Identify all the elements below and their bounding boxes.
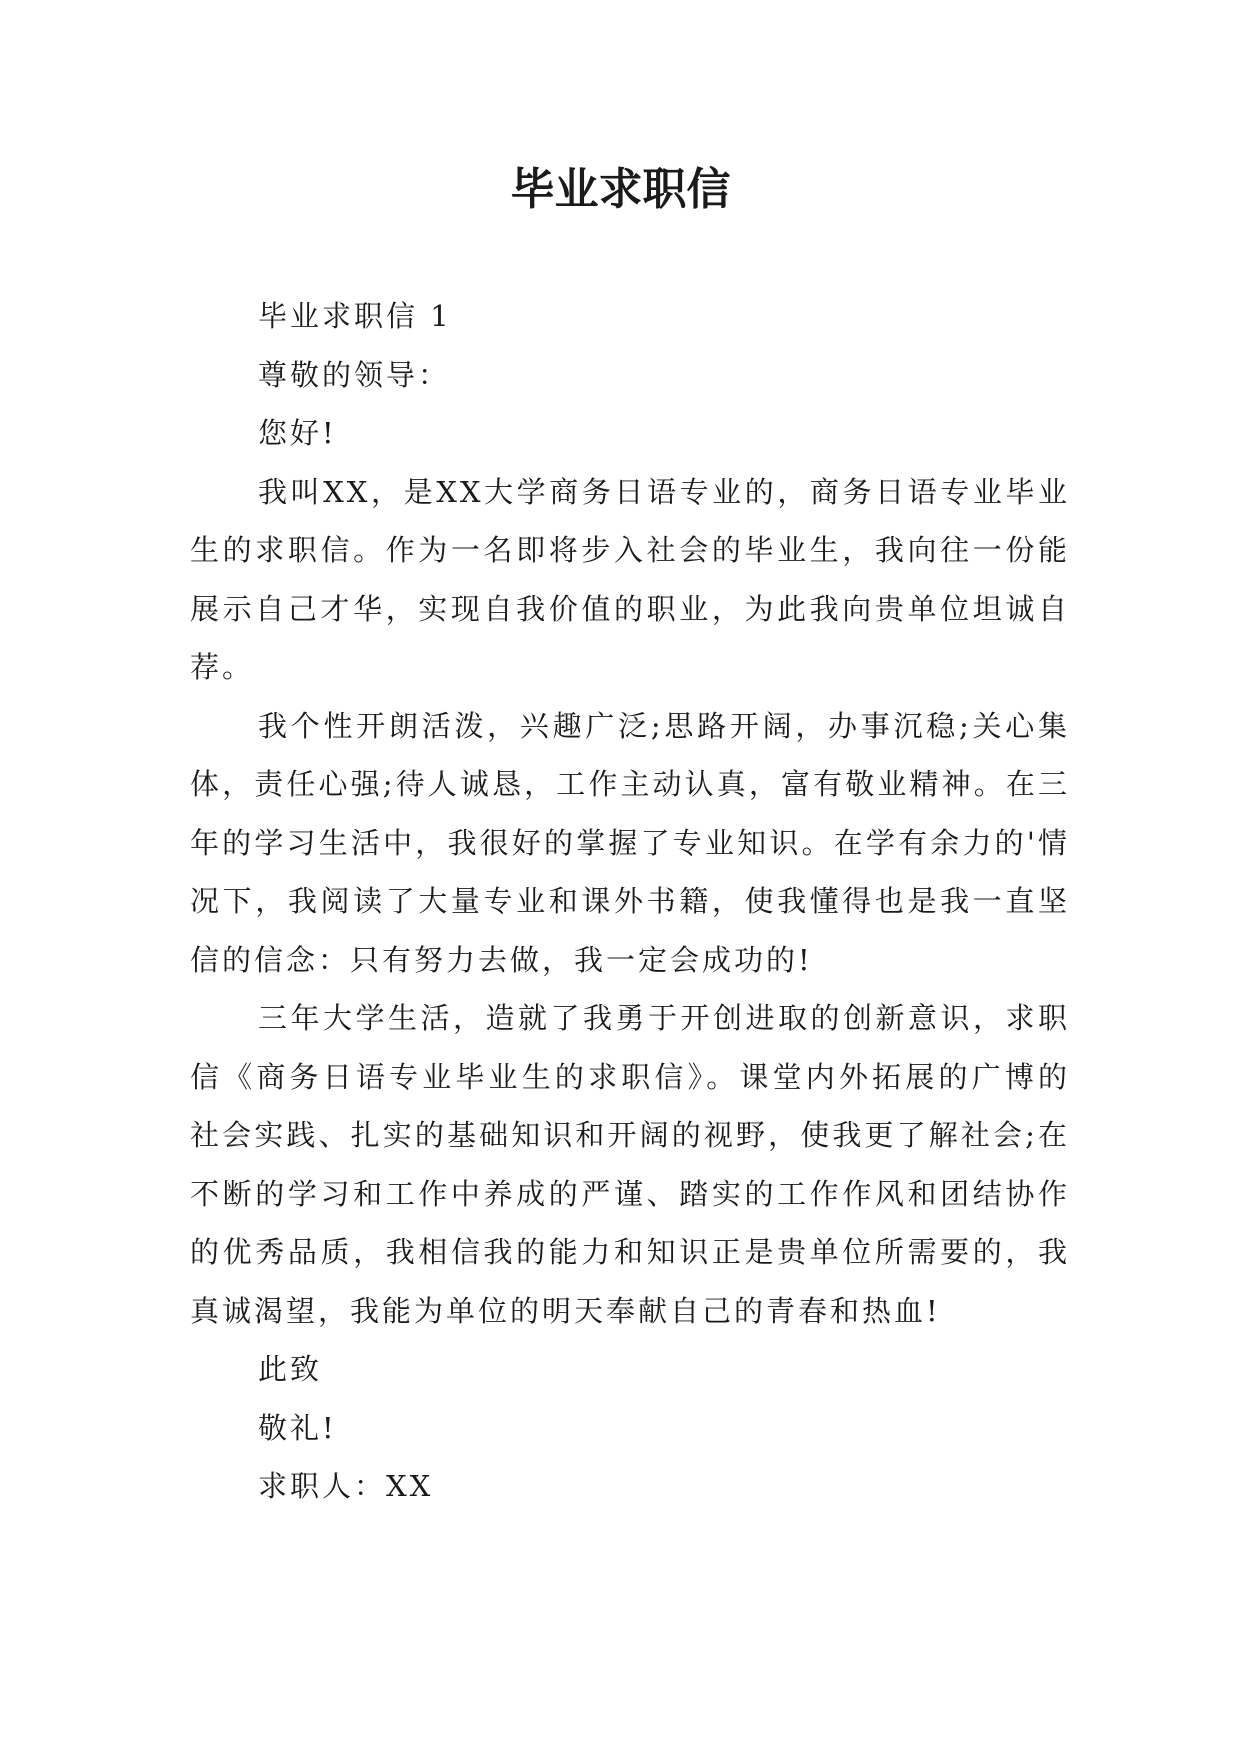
closing-line-1: 此致 (258, 1352, 323, 1386)
letter-heading: 毕业求职信 1 (258, 299, 452, 333)
signature: 求职人：XX (258, 1469, 434, 1503)
salutation: 尊敬的领导： (258, 357, 451, 392)
paragraph-personality: 我个性开朗活泼，兴趣广泛;思路开阔，办事沉稳;关心集体，责任心强;待人诚恳，工作主动认真，富有敬业精神。在三年的学习生活中，我很好的掌握了专业知识。在学有余力的'情况下，我阅读了大量专业和课外书籍，使我懂得也是我一直坚信的信念：只有努力去做，我一定会成功的! (190, 708, 1070, 977)
closing-line-2: 敬礼! (258, 1410, 337, 1445)
greeting: 您好! (258, 416, 337, 450)
letter-body (190, 287, 1070, 1516)
paragraph-experience: 三年大学生活，造就了我勇于开创进取的创新意识，求职信《商务日语专业毕业生的求职信》。课堂内外拓展的广博的社会实践、扎实的基础知识和开阔的视野，使我更了解社会;在不断的学习和工作中养成的严谨、踏实的工作作风和团结协作的优秀品质，我相信我的能力和知识正是贵单位所需要的，我真诚渴望，我能为单位的明天奉献自己的青春和热血! (190, 1001, 1070, 1328)
document-title: 毕业求职信 (510, 164, 731, 215)
paragraph-introduction: 我叫XX，是XX大学商务日语专业的，商务日语专业毕业生的求职信。作为一名即将步入社会的毕业生，我向往一份能展示自己才华，实现自我价值的职业，为此我向贵单位坦诚自荐。 (190, 474, 1070, 684)
